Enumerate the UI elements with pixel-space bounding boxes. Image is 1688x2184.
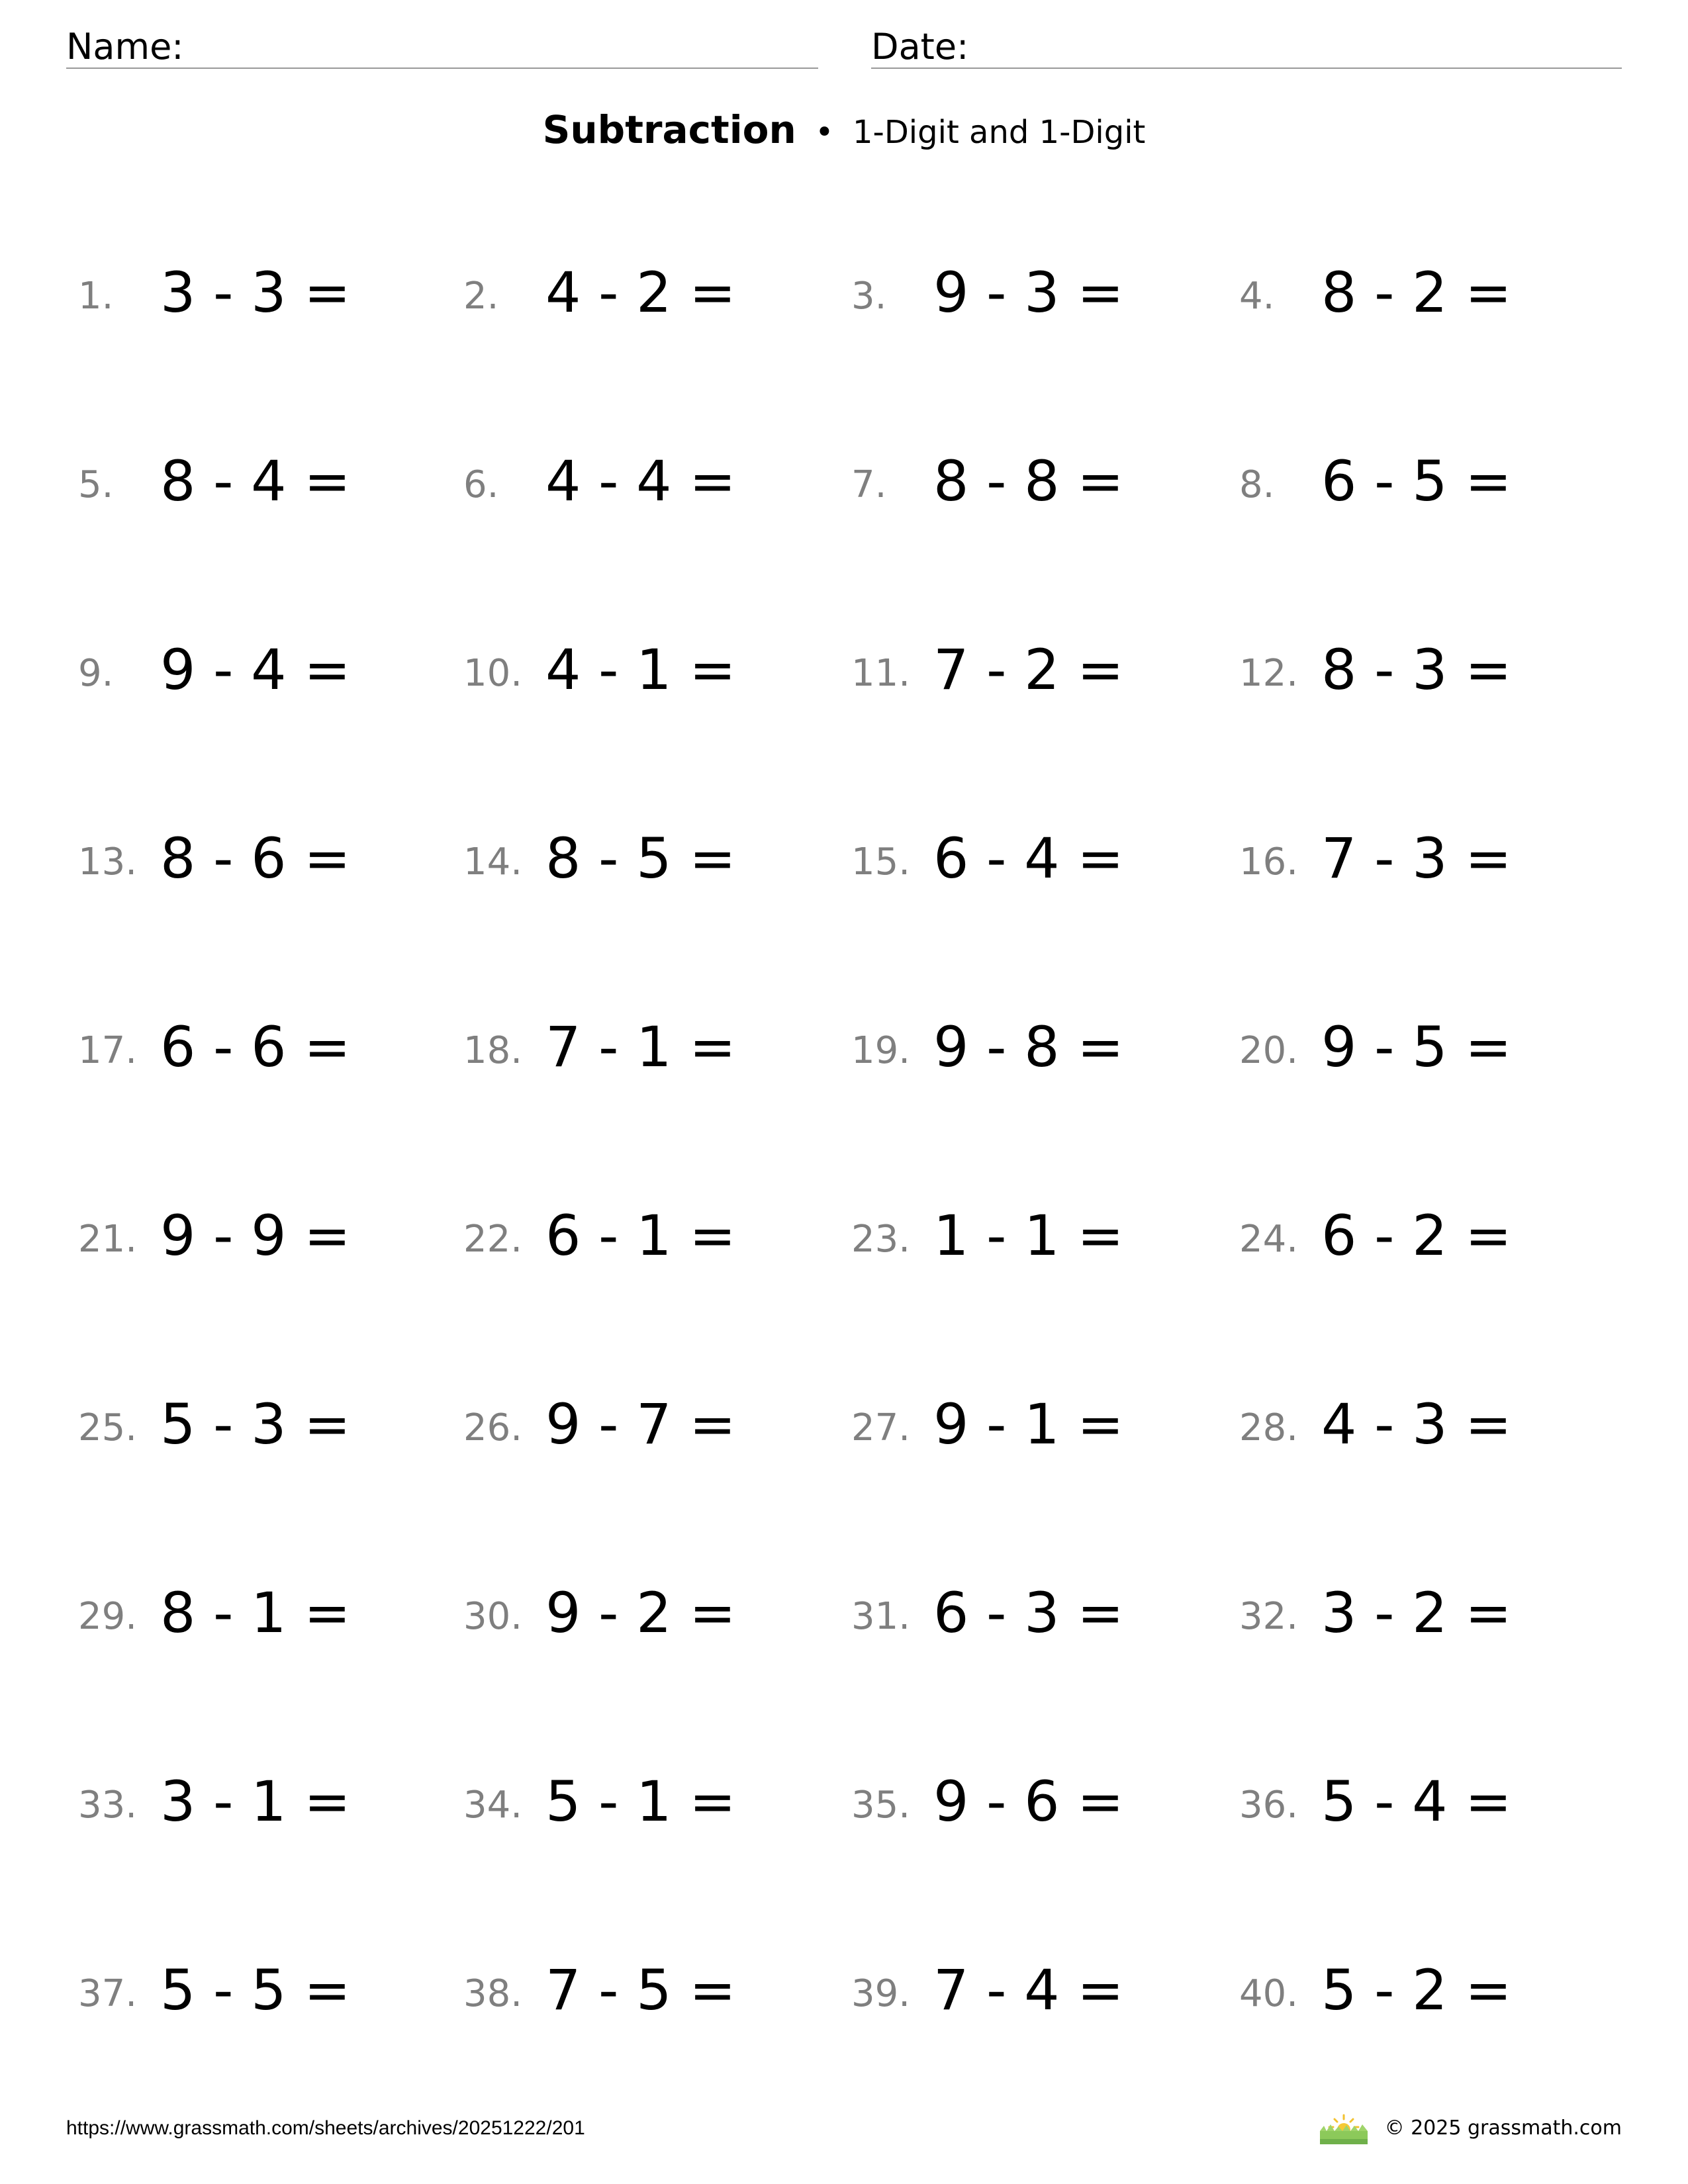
problem-expression: 3 - 3 = [160,260,351,325]
problem-expression: 7 - 4 = [933,1958,1124,2023]
problem-item [851,1009,1222,1088]
problem-expression: 9 - 6 = [933,1769,1124,1834]
title-subtitle: 1-Digit and 1-Digit [852,114,1146,151]
problem-expression: 3 - 1 = [160,1769,351,1834]
problem-number: 9. [78,652,114,695]
problem-item [463,1197,834,1277]
problem-number: 20. [1239,1029,1299,1072]
problem-expression: 9 - 9 = [160,1203,351,1268]
problem-expression: 5 - 2 = [1321,1958,1512,2023]
problem-number: 1. [78,275,114,318]
problem-number: 38. [463,1972,523,2015]
problem-expression: 8 - 6 = [160,826,351,891]
problem-number: 15. [851,841,911,884]
problem-number: 5. [78,463,114,506]
problem-expression: 9 - 4 = [160,637,351,702]
problem-expression: 1 - 1 = [933,1203,1124,1268]
name-field[interactable] [66,24,818,69]
problem-expression: 4 - 2 = [545,260,736,325]
problem-expression: 8 - 3 = [1321,637,1512,702]
problem-item [1239,631,1610,711]
problem-expression: 7 - 1 = [545,1015,736,1079]
problem-expression: 8 - 2 = [1321,260,1512,325]
problem-item [1239,820,1610,899]
problem-item [78,1197,449,1277]
problem-number: 29. [78,1595,138,1638]
copyright-text: © 2025 grassmath.com [1384,2116,1622,2140]
problem-item [78,443,449,522]
problem-expression: 9 - 2 = [545,1580,736,1645]
name-label: Name: [66,26,184,68]
problem-number: 12. [1239,652,1299,695]
problem-number: 7. [851,463,887,506]
problem-number: 22. [463,1218,523,1261]
problem-number: 19. [851,1029,911,1072]
problem-item [78,1009,449,1088]
problem-item [1239,254,1610,334]
problem-item [851,1386,1222,1465]
problem-item [1239,1763,1610,1843]
problem-item [463,1763,834,1843]
grass-sun-logo-icon [1320,2113,1368,2144]
problem-item [78,1574,449,1654]
problem-item [463,820,834,899]
footer-brand [1320,2110,1622,2147]
problem-number: 3. [851,275,887,318]
problem-expression: 8 - 1 = [160,1580,351,1645]
title-main: Subtraction [542,107,796,152]
problem-item [463,1952,834,2031]
problem-number: 16. [1239,841,1299,884]
problem-item [1239,443,1610,522]
problem-item [851,1763,1222,1843]
problem-expression: 6 - 1 = [545,1203,736,1268]
problem-item [851,1197,1222,1277]
problem-number: 2. [463,275,499,318]
problem-number: 23. [851,1218,911,1261]
problem-expression: 6 - 2 = [1321,1203,1512,1268]
problem-expression: 4 - 4 = [545,449,736,514]
problem-number: 35. [851,1784,911,1827]
problem-number: 6. [463,463,499,506]
problem-expression: 5 - 4 = [1321,1769,1512,1834]
problem-expression: 9 - 1 = [933,1392,1124,1457]
problem-item [463,631,834,711]
problem-expression: 6 - 4 = [933,826,1124,891]
problem-item [463,254,834,334]
problem-number: 4. [1239,275,1275,318]
problem-item [463,1574,834,1654]
problem-number: 37. [78,1972,138,2015]
problem-expression: 9 - 7 = [545,1392,736,1457]
problem-item [78,631,449,711]
problem-expression: 5 - 1 = [545,1769,736,1834]
problem-item [78,820,449,899]
problem-item [851,631,1222,711]
problem-item [463,1386,834,1465]
problem-expression: 9 - 3 = [933,260,1124,325]
problem-number: 39. [851,1972,911,2015]
problem-number: 33. [78,1784,138,1827]
problem-number: 21. [78,1218,138,1261]
problem-number: 8. [1239,463,1275,506]
problem-item [851,1952,1222,2031]
problem-expression: 5 - 5 = [160,1958,351,2023]
problem-number: 25. [78,1406,138,1449]
title-separator: • [815,114,834,151]
problem-expression: 7 - 5 = [545,1958,736,2023]
problem-number: 34. [463,1784,523,1827]
problem-expression: 8 - 4 = [160,449,351,514]
problem-number: 36. [1239,1784,1299,1827]
problem-item [78,1386,449,1465]
problem-number: 28. [1239,1406,1299,1449]
date-field[interactable] [871,24,1622,69]
problem-item [851,254,1222,334]
problem-number: 10. [463,652,523,695]
problem-expression: 5 - 3 = [160,1392,351,1457]
problem-number: 18. [463,1029,523,1072]
date-label: Date: [871,26,969,68]
problem-number: 26. [463,1406,523,1449]
problem-item [463,1009,834,1088]
problem-item [463,443,834,522]
problem-expression: 9 - 8 = [933,1015,1124,1079]
problem-number: 17. [78,1029,138,1072]
problem-number: 30. [463,1595,523,1638]
problem-expression: 9 - 5 = [1321,1015,1512,1079]
problem-item [1239,1009,1610,1088]
problem-expression: 8 - 8 = [933,449,1124,514]
problem-expression: 7 - 3 = [1321,826,1512,891]
problem-number: 13. [78,841,138,884]
problem-number: 40. [1239,1972,1299,2015]
problem-number: 11. [851,652,911,695]
problem-expression: 6 - 5 = [1321,449,1512,514]
problem-number: 24. [1239,1218,1299,1261]
problem-expression: 4 - 1 = [545,637,736,702]
problem-expression: 8 - 5 = [545,826,736,891]
problem-expression: 3 - 2 = [1321,1580,1512,1645]
problem-item [1239,1574,1610,1654]
problem-number: 27. [851,1406,911,1449]
problem-item [851,820,1222,899]
problem-number: 32. [1239,1595,1299,1638]
problem-item [1239,1386,1610,1465]
problem-number: 14. [463,841,523,884]
footer-url: https://www.grassmath.com/sheets/archives/20251222/201 [66,2117,585,2139]
problem-item [78,254,449,334]
problem-item [851,1574,1222,1654]
problem-item [851,443,1222,522]
problem-item [1239,1952,1610,2031]
problem-expression: 6 - 6 = [160,1015,351,1079]
problem-item [78,1763,449,1843]
problem-expression: 7 - 2 = [933,637,1124,702]
problem-item [78,1952,449,2031]
problem-expression: 4 - 3 = [1321,1392,1512,1457]
problem-number: 31. [851,1595,911,1638]
problem-item [1239,1197,1610,1277]
worksheet-title [0,106,1688,156]
problem-expression: 6 - 3 = [933,1580,1124,1645]
